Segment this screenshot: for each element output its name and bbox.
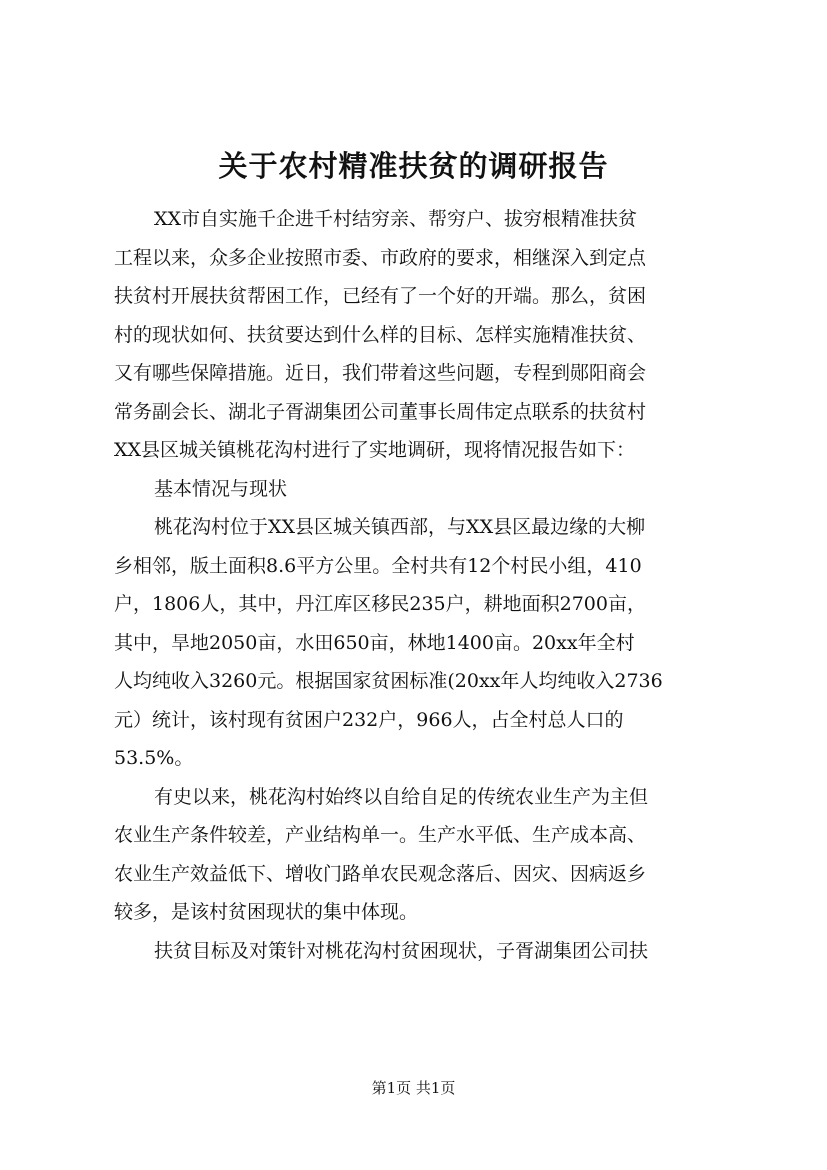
page-footer: 第1页 共1页: [371, 1079, 456, 1097]
body-line: 户，1806人，其中，丹江库区移民235户，耕地面积2700亩，: [114, 593, 646, 615]
body-line: 53.5%。: [114, 747, 194, 769]
body-line: 乡相邻，版土面积8.6平方公里。全村共有12个村民小组，410: [114, 554, 642, 577]
body-line: 工程以来，众多企业按照市委、市政府的要求，相继深入到定点: [114, 246, 647, 269]
body-line: 较多，是该村贫困现状的集中体现。: [114, 901, 419, 923]
body-line: 元）统计，该村现有贫困户232户，966人，占全村总人口的: [114, 708, 624, 731]
document-body: [114, 200, 740, 970]
body-line: 人均纯收入3260元。根据国家贫困标准(20xx年人均纯收入2736: [114, 670, 663, 692]
body-line: 扶贫目标及对策针对桃花沟村贫困现状，子胥湖集团公司扶: [154, 939, 649, 962]
section-heading: 基本情况与现状: [154, 477, 288, 500]
body-line: 村的现状如何、扶贫要达到什么样的目标、怎样实施精准扶贫、: [114, 323, 647, 346]
body-line: 扶贫村开展扶贫帮困工作，已经有了一个好的开端。那么，贫困: [114, 285, 647, 307]
body-line: 农业生产条件较差，产业结构单一。生产水平低、生产成本高、: [114, 824, 647, 846]
body-line: XX县区城关镇桃花沟村进行了实地调研，现将情况报告如下：: [114, 439, 636, 461]
body-line: 有史以来，桃花沟村始终以自给自足的传统农业生产为主但: [154, 785, 649, 808]
body-line: 常务副会长、湖北子胥湖集团公司董事长周伟定点联系的扶贫村: [114, 400, 647, 423]
document-title: 关于农村精准扶贫的调研报告: [218, 149, 609, 183]
body-line: XX市自实施千企进千村结穷亲、帮穷户、拔穷根精准扶贫: [154, 208, 638, 230]
body-line: 其中，旱地2050亩，水田650亩，林地1400亩。20xx年全村: [114, 631, 635, 654]
body-line: 又有哪些保障措施。近日，我们带着这些问题，专程到郧阳商会: [114, 362, 647, 384]
body-line: 农业生产效益低下、增收门路单农民观念落后、因灾、因病返乡: [114, 862, 647, 885]
body-line: 桃花沟村位于XX县区城关镇西部，与XX县区最边缘的大柳: [154, 516, 646, 538]
